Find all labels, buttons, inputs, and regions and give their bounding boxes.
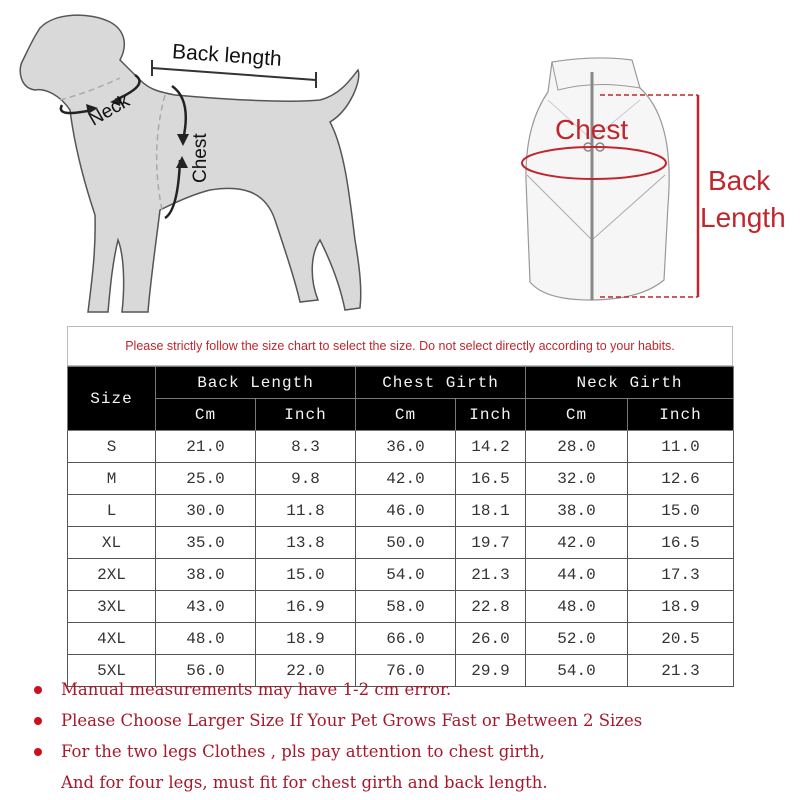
- neck-girth-cm-cell: 42.0: [526, 527, 628, 559]
- chest-girth-inch-cell: 29.9: [456, 655, 526, 687]
- back-length-cm-cell: 38.0: [156, 559, 256, 591]
- note-item-continuation: [34, 767, 774, 798]
- size-chart-notice: [67, 326, 733, 366]
- back-length-cm-cell: 25.0: [156, 463, 256, 495]
- neck-girth-inch-cell: 18.9: [628, 591, 734, 623]
- back-length-cm-cell: 48.0: [156, 623, 256, 655]
- back-length-cm-cell: 21.0: [156, 431, 256, 463]
- unit-header: Cm: [156, 399, 256, 431]
- unit-header: Inch: [256, 399, 356, 431]
- unit-header: Inch: [456, 399, 526, 431]
- back-length-inch-cell: 13.8: [256, 527, 356, 559]
- size-cell: 3XL: [68, 591, 156, 623]
- neck-girth-cm-cell: 32.0: [526, 463, 628, 495]
- chest-girth-cm-cell: 42.0: [356, 463, 456, 495]
- back-length-inch-cell: 8.3: [256, 431, 356, 463]
- table-row: [68, 495, 734, 527]
- chest-girth-inch-cell: 21.3: [456, 559, 526, 591]
- back-length-cm-cell: 30.0: [156, 495, 256, 527]
- chest-girth-cm-cell: 36.0: [356, 431, 456, 463]
- chest-girth-inch-cell: 18.1: [456, 495, 526, 527]
- neck-girth-inch-cell: 11.0: [628, 431, 734, 463]
- coat-length-label: Length: [700, 202, 786, 233]
- back-length-inch-cell: 16.9: [256, 591, 356, 623]
- back-length-header: Back Length: [156, 367, 356, 399]
- neck-girth-cm-cell: 52.0: [526, 623, 628, 655]
- size-cell: L: [68, 495, 156, 527]
- notice-text: Please strictly follow the size chart to select the size. Do not select directly according to your habits.: [125, 339, 675, 353]
- chest-girth-cm-cell: 76.0: [356, 655, 456, 687]
- chest-girth-cm-cell: 46.0: [356, 495, 456, 527]
- size-cell: 4XL: [68, 623, 156, 655]
- back-length-label: Back length: [171, 40, 283, 71]
- chest-girth-inch-cell: 22.8: [456, 591, 526, 623]
- table-row: [68, 527, 734, 559]
- back-length-inch-cell: 18.9: [256, 623, 356, 655]
- neck-girth-inch-cell: 16.5: [628, 527, 734, 559]
- unit-header: Cm: [526, 399, 628, 431]
- measurement-illustration: [0, 0, 800, 320]
- note-item: [34, 674, 774, 705]
- size-header: Size: [68, 367, 156, 431]
- size-cell: S: [68, 431, 156, 463]
- back-length-cm-cell: 35.0: [156, 527, 256, 559]
- table-row: [68, 591, 734, 623]
- neck-girth-cm-cell: 54.0: [526, 655, 628, 687]
- chest-girth-cm-cell: 54.0: [356, 559, 456, 591]
- chest-girth-inch-cell: 14.2: [456, 431, 526, 463]
- neck-girth-header: Neck Girth: [526, 367, 734, 399]
- table-row: [68, 623, 734, 655]
- back-length-cm-cell: 56.0: [156, 655, 256, 687]
- chest-girth-inch-cell: 16.5: [456, 463, 526, 495]
- note-text: Please Choose Larger Size If Your Pet Grows Fast or Between 2 Sizes: [61, 711, 643, 730]
- coat-chest-label: Chest: [555, 114, 629, 145]
- note-item: [34, 705, 774, 736]
- table-row: [68, 431, 734, 463]
- chest-girth-cm-cell: 50.0: [356, 527, 456, 559]
- table-header-groups: [68, 367, 734, 399]
- neck-label: Neck: [85, 90, 134, 131]
- notes-list: [34, 674, 774, 798]
- neck-girth-cm-cell: 28.0: [526, 431, 628, 463]
- back-length-inch-cell: 11.8: [256, 495, 356, 527]
- back-length-cm-cell: 43.0: [156, 591, 256, 623]
- neck-girth-inch-cell: 12.6: [628, 463, 734, 495]
- size-cell: XL: [68, 527, 156, 559]
- size-cell: 5XL: [68, 655, 156, 687]
- bullet-icon: [34, 717, 42, 725]
- neck-girth-inch-cell: 17.3: [628, 559, 734, 591]
- unit-header: Cm: [356, 399, 456, 431]
- neck-girth-cm-cell: 48.0: [526, 591, 628, 623]
- table-row: [68, 559, 734, 591]
- chest-label: Chest: [190, 133, 211, 183]
- neck-girth-inch-cell: 21.3: [628, 655, 734, 687]
- chest-girth-cm-cell: 66.0: [356, 623, 456, 655]
- note-text: Manual measurements may have 1-2 cm error.: [61, 680, 452, 699]
- back-length-inch-cell: 15.0: [256, 559, 356, 591]
- back-length-inch-cell: 22.0: [256, 655, 356, 687]
- chest-girth-inch-cell: 26.0: [456, 623, 526, 655]
- table-row: [68, 463, 734, 495]
- neck-girth-cm-cell: 38.0: [526, 495, 628, 527]
- bullet-icon: [34, 748, 42, 756]
- size-cell: 2XL: [68, 559, 156, 591]
- table-header-units: [68, 399, 734, 431]
- neck-girth-inch-cell: 15.0: [628, 495, 734, 527]
- size-chart-table: [67, 366, 734, 687]
- note-text: For the two legs Clothes , pls pay attention to chest girth,: [61, 742, 545, 761]
- bullet-icon: [34, 686, 42, 694]
- chest-girth-header: Chest Girth: [356, 367, 526, 399]
- note-item: [34, 736, 774, 767]
- size-cell: M: [68, 463, 156, 495]
- unit-header: Inch: [628, 399, 734, 431]
- neck-girth-cm-cell: 44.0: [526, 559, 628, 591]
- coat-back-label: Back: [708, 165, 771, 196]
- chest-girth-cm-cell: 58.0: [356, 591, 456, 623]
- back-length-inch-cell: 9.8: [256, 463, 356, 495]
- chest-girth-inch-cell: 19.7: [456, 527, 526, 559]
- neck-girth-inch-cell: 20.5: [628, 623, 734, 655]
- note-text: And for four legs, must fit for chest girth and back length.: [61, 773, 548, 792]
